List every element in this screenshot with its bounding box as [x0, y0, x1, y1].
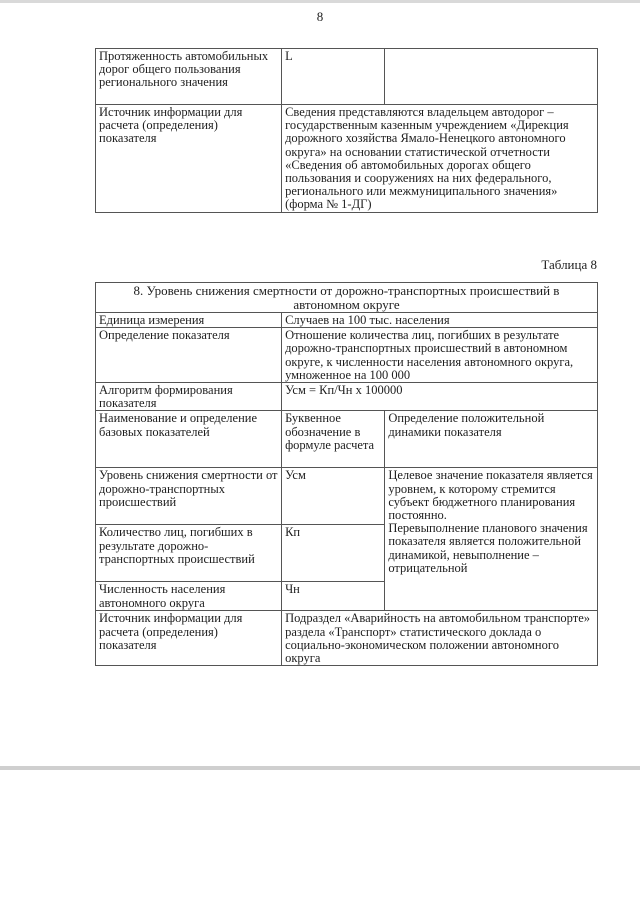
table-header-row: [96, 411, 598, 468]
source-label: Источник информации для расчета (определения) показателя: [96, 611, 282, 666]
header-name: Наименование и определение базовых показателей: [96, 411, 282, 468]
table-row: [96, 49, 598, 105]
base-symbol: Чн: [282, 582, 385, 611]
unit-value: Случаев на 100 тыс. населения: [282, 313, 598, 328]
table-row: [96, 105, 598, 213]
algorithm-label: Алгоритм формирования показателя: [96, 383, 282, 411]
page-number: 8: [316, 9, 324, 24]
table-title-row: [96, 283, 598, 313]
road-length-symbol: L: [282, 49, 385, 105]
page-bottom-edge: [0, 766, 640, 770]
base-name: Численность населения автономного округа: [96, 582, 282, 611]
table-row: [96, 313, 598, 328]
table-row: [96, 468, 598, 525]
definition-label: Определение показателя: [96, 328, 282, 383]
base-name: Уровень снижения смертности от дорожно-транспортных происшествий: [96, 468, 282, 525]
unit-label: Единица измерения: [96, 313, 282, 328]
algorithm-formula: Усм = Кп/Чн х 100000: [282, 383, 598, 411]
table-row: [96, 611, 598, 666]
page-top-edge: [0, 0, 640, 3]
table-title: 8. Уровень снижения смертности от дорожно-транспортных происшествий в автономном округе: [96, 283, 598, 313]
dynamics-text-target: Целевое значение показателя является уровнем, к которому стремится субъект бюджетного планирования постоянно.: [388, 468, 593, 523]
road-length-empty-cell: [385, 49, 598, 105]
dynamics-text-fulfilment: Перевыполнение планового значения показателя является положительной динамикой, невыполнение – отрицательной: [388, 521, 588, 575]
road-length-indicator-table: [95, 48, 598, 213]
table-row: [96, 328, 598, 383]
dynamics-definition: [385, 468, 598, 611]
base-symbol: Усм: [282, 468, 385, 525]
base-name: Количество лиц, погибших в результате дорожно-транспортных происшествий: [96, 525, 282, 582]
source-value: Сведения представляются владельцем автодорог – государственным казенным учреждением «Дирекция дорожного хозяйства Ямало-Ненецкого автономного округа» на основании статистической отчетности «Сведения об автомобильных дорогах общего пользования и сооружениях на них федерального, регионального или межмуниципального значения» (форма № 1-ДГ): [282, 105, 598, 213]
header-symbol: Буквенное обозначение в формуле расчета: [282, 411, 385, 468]
source-label: Источник информации для расчета (определения) показателя: [96, 105, 282, 213]
road-length-label: Протяженность автомобильных дорог общего пользования регионального значения: [96, 49, 282, 105]
table-row: [96, 383, 598, 411]
definition-value: Отношение количества лиц, погибших в результате дорожно-транспортных происшествий в автономном округе, к численности населения автономного округа, умноженное на 100 000: [282, 328, 598, 383]
source-value: Подраздел «Аварийность на автомобильном транспорте» раздела «Транспорт» статистического доклада о социально-экономическом положении автономного округа: [282, 611, 598, 666]
header-dynamics: Определение положительной динамики показателя: [385, 411, 598, 468]
base-symbol: Кп: [282, 525, 385, 582]
mortality-indicator-table: [95, 282, 598, 666]
table-caption: Таблица 8: [541, 257, 597, 272]
